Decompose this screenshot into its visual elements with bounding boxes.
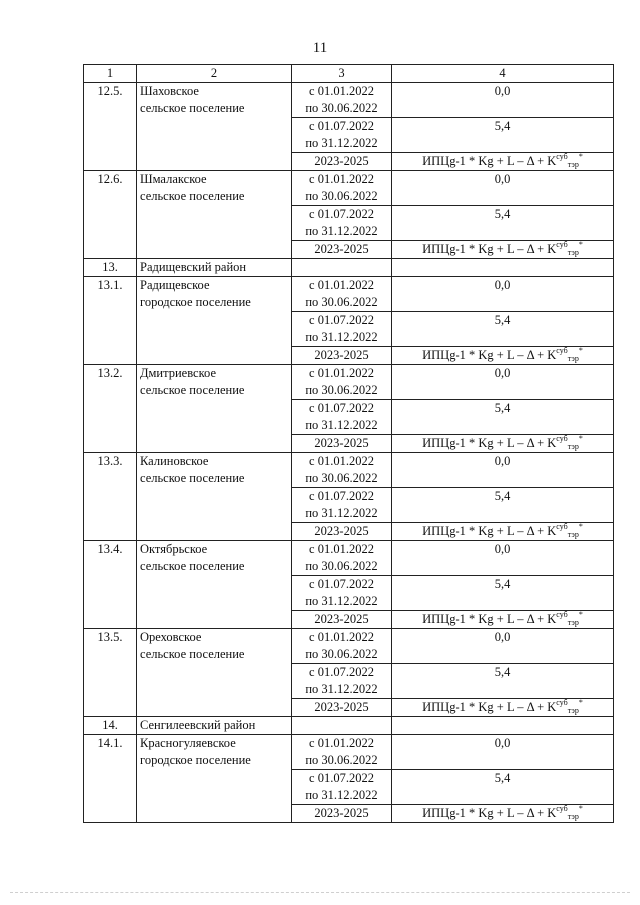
value-cell xyxy=(392,699,614,717)
value-cell xyxy=(392,805,614,823)
formula-sub: тэр xyxy=(567,248,579,257)
row-number: 13.5. xyxy=(84,629,137,717)
value-cell xyxy=(392,277,614,312)
value-cell xyxy=(392,83,614,118)
value-text: 0,0 xyxy=(494,736,511,750)
value-cell xyxy=(392,576,614,611)
header-cell-4: 4 xyxy=(392,65,614,83)
period-cell xyxy=(292,83,392,118)
settlement-name-line: Красногуляевское xyxy=(140,736,236,750)
table-row xyxy=(84,453,614,488)
value-cell xyxy=(392,206,614,241)
tariff-table xyxy=(83,64,614,823)
period-line: по 31.12.2022 xyxy=(305,788,378,802)
value-cell xyxy=(392,523,614,541)
formula-main: ИПЦg-1 * Kg + L – Δ + K xyxy=(422,700,557,714)
period-cell xyxy=(292,488,392,523)
period-cell xyxy=(292,611,392,629)
settlement-name xyxy=(137,541,292,629)
period-line: 2023-2025 xyxy=(314,524,369,538)
value-cell xyxy=(392,629,614,664)
value-text: 5,4 xyxy=(494,489,511,503)
formula-main: ИПЦg-1 * Kg + L – Δ + K xyxy=(422,806,557,820)
period-cell xyxy=(292,400,392,435)
region-name: Радищевский район xyxy=(137,259,292,277)
row-number: 13.3. xyxy=(84,453,137,541)
settlement-name-line: сельское поселение xyxy=(140,189,245,203)
formula xyxy=(422,436,583,450)
value-cell xyxy=(392,435,614,453)
period-line: по 31.12.2022 xyxy=(305,594,378,608)
period-line: по 30.06.2022 xyxy=(305,471,378,485)
row-number: 13.4. xyxy=(84,541,137,629)
formula xyxy=(422,524,583,538)
period-line: с 01.07.2022 xyxy=(309,313,374,327)
period-line: с 01.07.2022 xyxy=(309,207,374,221)
header-cell-3: 3 xyxy=(292,65,392,83)
period-cell xyxy=(292,576,392,611)
formula-main: ИПЦg-1 * Kg + L – Δ + K xyxy=(422,612,557,626)
period-line: по 31.12.2022 xyxy=(305,682,378,696)
row-number: 12.5. xyxy=(84,83,137,171)
value-cell xyxy=(392,347,614,365)
period-line: с 01.07.2022 xyxy=(309,401,374,415)
period-cell xyxy=(292,435,392,453)
period-line: по 31.12.2022 xyxy=(305,224,378,238)
period-line: с 01.01.2022 xyxy=(309,630,374,644)
settlement-name xyxy=(137,277,292,365)
formula xyxy=(422,348,583,362)
period-line: по 31.12.2022 xyxy=(305,506,378,520)
formula xyxy=(422,612,583,626)
period-cell xyxy=(292,770,392,805)
period-cell xyxy=(292,241,392,259)
formula-sup: суб xyxy=(556,346,568,355)
formula xyxy=(422,154,583,168)
period-line: по 31.12.2022 xyxy=(305,418,378,432)
period-line: по 30.06.2022 xyxy=(305,295,378,309)
period-line: с 01.01.2022 xyxy=(309,278,374,292)
period-line: 2023-2025 xyxy=(314,612,369,626)
period-line: с 01.07.2022 xyxy=(309,665,374,679)
formula xyxy=(422,242,583,256)
scan-edge xyxy=(10,892,630,894)
row-number: 13.1. xyxy=(84,277,137,365)
empty-cell xyxy=(392,717,614,735)
formula-tail: * xyxy=(578,152,583,161)
period-line: с 01.07.2022 xyxy=(309,771,374,785)
period-cell xyxy=(292,453,392,488)
period-line: 2023-2025 xyxy=(314,242,369,256)
value-cell xyxy=(392,400,614,435)
settlement-name xyxy=(137,365,292,453)
formula-main: ИПЦg-1 * Kg + L – Δ + K xyxy=(422,524,557,538)
settlement-name xyxy=(137,735,292,823)
period-line: 2023-2025 xyxy=(314,436,369,450)
settlement-name-line: Ореховское xyxy=(140,630,202,644)
settlement-name-line: Шаховское xyxy=(140,84,199,98)
empty-cell xyxy=(292,259,392,277)
period-line: с 01.07.2022 xyxy=(309,119,374,133)
period-line: по 30.06.2022 xyxy=(305,383,378,397)
formula-tail: * xyxy=(578,346,583,355)
period-cell xyxy=(292,347,392,365)
formula-main: ИПЦg-1 * Kg + L – Δ + K xyxy=(422,242,557,256)
period-cell xyxy=(292,277,392,312)
period-cell xyxy=(292,312,392,347)
period-cell xyxy=(292,805,392,823)
period-cell xyxy=(292,118,392,153)
row-number: 12.6. xyxy=(84,171,137,259)
period-cell xyxy=(292,365,392,400)
formula-sup: суб xyxy=(556,698,568,707)
period-line: 2023-2025 xyxy=(314,806,369,820)
row-number: 13.2. xyxy=(84,365,137,453)
period-cell xyxy=(292,153,392,171)
value-cell xyxy=(392,241,614,259)
settlement-name-line: Дмитриевское xyxy=(140,366,216,380)
period-line: по 30.06.2022 xyxy=(305,189,378,203)
settlement-name-line: сельское поселение xyxy=(140,383,245,397)
formula-sub: тэр xyxy=(567,160,579,169)
formula-tail: * xyxy=(578,610,583,619)
formula-sub: тэр xyxy=(567,812,579,821)
settlement-name xyxy=(137,453,292,541)
value-text: 0,0 xyxy=(494,630,511,644)
region-row xyxy=(84,717,614,735)
formula-sub: тэр xyxy=(567,354,579,363)
formula-sup: суб xyxy=(556,804,568,813)
value-cell xyxy=(392,611,614,629)
value-cell xyxy=(392,118,614,153)
period-line: по 31.12.2022 xyxy=(305,136,378,150)
period-line: по 30.06.2022 xyxy=(305,753,378,767)
header-cell-1: 1 xyxy=(84,65,137,83)
value-text: 5,4 xyxy=(494,207,511,221)
table-header-row xyxy=(84,65,614,83)
value-cell xyxy=(392,453,614,488)
formula xyxy=(422,806,583,820)
table-row xyxy=(84,277,614,312)
settlement-name xyxy=(137,83,292,171)
settlement-name-line: городское поселение xyxy=(140,753,251,767)
value-text: 5,4 xyxy=(494,119,511,133)
header-cell-2: 2 xyxy=(137,65,292,83)
row-number: 14.1. xyxy=(84,735,137,823)
period-line: по 30.06.2022 xyxy=(305,101,378,115)
period-line: 2023-2025 xyxy=(314,700,369,714)
value-text: 0,0 xyxy=(494,278,511,292)
formula-tail: * xyxy=(578,698,583,707)
formula-sub: тэр xyxy=(567,618,579,627)
formula-sup: суб xyxy=(556,522,568,531)
formula-tail: * xyxy=(578,522,583,531)
formula-tail: * xyxy=(578,804,583,813)
period-cell xyxy=(292,206,392,241)
formula-sub: тэр xyxy=(567,530,579,539)
value-cell xyxy=(392,153,614,171)
period-line: с 01.07.2022 xyxy=(309,577,374,591)
period-cell xyxy=(292,629,392,664)
table-body xyxy=(84,65,614,823)
value-text: 5,4 xyxy=(494,577,511,591)
period-cell xyxy=(292,171,392,206)
value-cell xyxy=(392,664,614,699)
formula xyxy=(422,700,583,714)
value-text: 0,0 xyxy=(494,172,511,186)
empty-cell xyxy=(292,717,392,735)
settlement-name-line: Октябрьское xyxy=(140,542,208,556)
period-cell xyxy=(292,735,392,770)
period-line: с 01.01.2022 xyxy=(309,366,374,380)
period-line: с 01.01.2022 xyxy=(309,736,374,750)
settlement-name-line: Калиновское xyxy=(140,454,209,468)
region-name: Сенгилеевский район xyxy=(137,717,292,735)
value-cell xyxy=(392,735,614,770)
settlement-name-line: Шмалакское xyxy=(140,172,207,186)
formula-sup: суб xyxy=(556,152,568,161)
period-line: с 01.01.2022 xyxy=(309,454,374,468)
period-line: с 01.01.2022 xyxy=(309,172,374,186)
period-cell xyxy=(292,523,392,541)
empty-cell xyxy=(392,259,614,277)
table-row xyxy=(84,171,614,206)
period-line: по 30.06.2022 xyxy=(305,647,378,661)
period-cell xyxy=(292,699,392,717)
table-row xyxy=(84,83,614,118)
settlement-name xyxy=(137,629,292,717)
region-row xyxy=(84,259,614,277)
value-cell xyxy=(392,770,614,805)
formula-sup: суб xyxy=(556,610,568,619)
value-text: 5,4 xyxy=(494,665,511,679)
value-cell xyxy=(392,365,614,400)
period-cell xyxy=(292,664,392,699)
period-line: с 01.01.2022 xyxy=(309,84,374,98)
table-row xyxy=(84,365,614,400)
value-cell xyxy=(392,541,614,576)
period-line: 2023-2025 xyxy=(314,348,369,362)
value-cell xyxy=(392,488,614,523)
formula-main: ИПЦg-1 * Kg + L – Δ + K xyxy=(422,154,557,168)
row-number: 14. xyxy=(84,717,137,735)
value-text: 0,0 xyxy=(494,542,511,556)
value-text: 5,4 xyxy=(494,313,511,327)
settlement-name-line: сельское поселение xyxy=(140,647,245,661)
settlement-name-line: сельское поселение xyxy=(140,471,245,485)
period-line: по 30.06.2022 xyxy=(305,559,378,573)
formula-sub: тэр xyxy=(567,442,579,451)
period-line: 2023-2025 xyxy=(314,154,369,168)
value-cell xyxy=(392,171,614,206)
value-text: 0,0 xyxy=(494,366,511,380)
period-line: с 01.07.2022 xyxy=(309,489,374,503)
settlement-name-line: сельское поселение xyxy=(140,559,245,573)
value-cell xyxy=(392,312,614,347)
settlement-name-line: Радищевское xyxy=(140,278,210,292)
row-number: 13. xyxy=(84,259,137,277)
settlement-name-line: городское поселение xyxy=(140,295,251,309)
table-row xyxy=(84,541,614,576)
value-text: 0,0 xyxy=(494,454,511,468)
page-number: 11 xyxy=(312,40,328,56)
formula-sup: суб xyxy=(556,434,568,443)
value-text: 0,0 xyxy=(494,84,511,98)
table-row xyxy=(84,629,614,664)
period-line: с 01.01.2022 xyxy=(309,542,374,556)
formula-main: ИПЦg-1 * Kg + L – Δ + K xyxy=(422,348,557,362)
formula-main: ИПЦg-1 * Kg + L – Δ + K xyxy=(422,436,557,450)
value-text: 5,4 xyxy=(494,771,511,785)
formula-tail: * xyxy=(578,434,583,443)
formula-sub: тэр xyxy=(567,706,579,715)
formula-sup: суб xyxy=(556,240,568,249)
period-cell xyxy=(292,541,392,576)
formula-tail: * xyxy=(578,240,583,249)
value-text: 5,4 xyxy=(494,401,511,415)
period-line: по 31.12.2022 xyxy=(305,330,378,344)
settlement-name xyxy=(137,171,292,259)
settlement-name-line: сельское поселение xyxy=(140,101,245,115)
table-row xyxy=(84,735,614,770)
